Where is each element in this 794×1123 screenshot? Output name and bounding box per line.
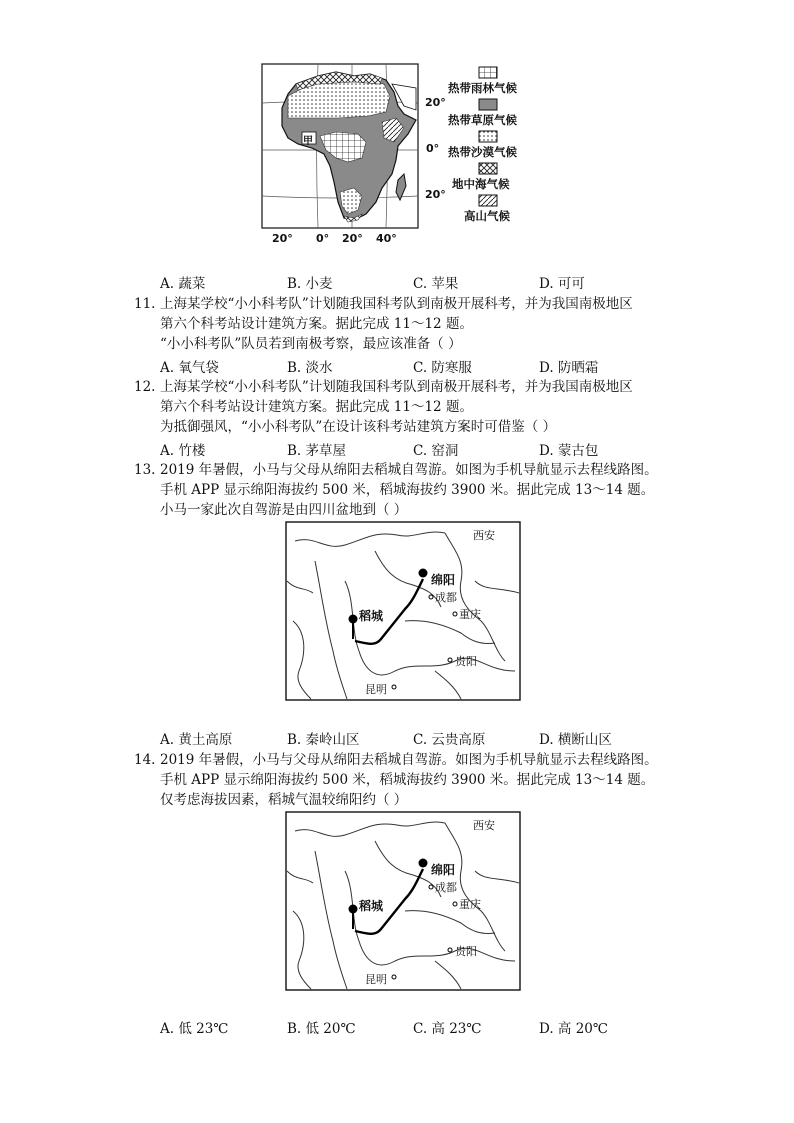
route-map-1-graphic — [285, 521, 521, 701]
q10-option-c[interactable]: C. 苹果 — [413, 276, 459, 292]
city-chongqing-1: 重庆 — [459, 608, 481, 621]
city-kunming-1: 昆明 — [365, 683, 387, 696]
q10-option-d[interactable]: D. 可可 — [539, 276, 585, 292]
city-guiyang-2: 贵阳 — [455, 945, 477, 958]
q12-line3: 为抵御强风，“小小科考队”在设计该科考站建筑方案时可借鉴（ ） — [160, 419, 557, 435]
lon-tick-0: 0° — [316, 232, 330, 245]
lat-tick-0: 0° — [426, 142, 440, 155]
marker-jia-label: 甲 — [303, 136, 313, 147]
legend-swatch-savanna — [478, 98, 498, 112]
pin-daocheng-2 — [349, 905, 358, 914]
legend-swatch-highland — [478, 194, 498, 208]
q13-option-b[interactable]: B. 秦岭山区 — [287, 732, 360, 748]
lat-tick-20n: 20° — [425, 96, 446, 109]
route-map-2 — [285, 811, 521, 991]
q12-option-a[interactable]: A. 竹楼 — [160, 443, 206, 459]
city-xian-2: 西安 — [473, 819, 495, 832]
legend-label-mediterranean: 地中海气候 — [452, 177, 510, 191]
legend-swatch-mediterranean — [478, 162, 498, 176]
q11-line2: 第六个科考站设计建筑方案。据此完成 11～12 题。 — [160, 316, 473, 332]
q12-line2: 第六个科考站设计建筑方案。据此完成 11～12 题。 — [160, 399, 473, 415]
legend-label-rainforest: 热带雨林气候 — [448, 81, 517, 95]
q12-line1: 上海某学校“小小科考队”计划随我国科考队到南极开展科考，并为我国南极地区 — [160, 379, 633, 395]
q14-option-d[interactable]: D. 高 20℃ — [539, 1021, 608, 1037]
q11-line3: “小小科考队”队员若到南极考察，最应该准备（ ） — [160, 336, 462, 352]
pin-daocheng-1 — [349, 615, 358, 624]
city-kunming-2: 昆明 — [365, 973, 387, 986]
q11-option-c[interactable]: C. 防寒服 — [413, 360, 472, 376]
city-xian-1: 西安 — [473, 529, 495, 542]
q12-option-b[interactable]: B. 茅草屋 — [287, 443, 347, 459]
q12-number: 12. — [134, 379, 156, 395]
route-map-1 — [285, 521, 521, 701]
city-mianyang-2: 绵阳 — [431, 863, 456, 877]
legend-label-savanna: 热带草原气候 — [448, 113, 517, 127]
africa-climate-figure — [258, 62, 538, 252]
city-daocheng-2: 稻城 — [359, 899, 384, 913]
lon-tick-40e: 40° — [376, 232, 397, 245]
q13-line3: 小马一家此次自驾游是由四川盆地到（ ） — [160, 502, 408, 518]
city-daocheng-1: 稻城 — [359, 609, 384, 623]
pin-mianyang-2 — [419, 859, 428, 868]
city-chengdu-1: 成都 — [435, 591, 457, 604]
lat-tick-20s: 20° — [425, 188, 446, 201]
q14-line3: 仅考虑海拔因素，稻城气温较绵阳约（ ） — [160, 792, 408, 808]
city-chengdu-2: 成都 — [435, 881, 457, 894]
q14-line2: 手机 APP 显示绵阳海拔约 500 米，稻城海拔约 3900 米。据此完成 13～14 题。 — [160, 772, 655, 788]
q14-option-c[interactable]: C. 高 23℃ — [413, 1021, 482, 1037]
q14-option-a[interactable]: A. 低 23℃ — [160, 1021, 229, 1037]
legend-label-desert: 热带沙漠气候 — [448, 145, 517, 159]
city-mianyang-1: 绵阳 — [431, 573, 456, 587]
legend-swatch-rainforest — [478, 66, 498, 80]
q11-option-d[interactable]: D. 防晒霜 — [539, 360, 599, 376]
q13-number: 13. — [134, 462, 156, 478]
city-guiyang-1: 贵阳 — [455, 655, 477, 668]
legend-label-highland: 高山气候 — [464, 209, 510, 223]
q13-option-d[interactable]: D. 横断山区 — [539, 732, 612, 748]
q14-line1: 2019 年暑假，小马与父母从绵阳去稻城自驾游。如图为手机导航显示去程线路图。 — [160, 752, 658, 768]
q11-number: 11. — [134, 296, 156, 312]
q14-number: 14. — [134, 752, 156, 768]
city-chongqing-2: 重庆 — [459, 898, 481, 911]
q13-option-c[interactable]: C. 云贵高原 — [413, 732, 486, 748]
q12-option-c[interactable]: C. 窑洞 — [413, 443, 459, 459]
route-map-2-graphic — [285, 811, 521, 991]
legend-swatch-desert — [478, 130, 498, 144]
pin-mianyang-1 — [419, 569, 428, 578]
lon-tick-20w: 20° — [272, 232, 293, 245]
q13-line1: 2019 年暑假，小马与父母从绵阳去稻城自驾游。如图为手机导航显示去程线路图。 — [160, 462, 658, 478]
q14-option-b[interactable]: B. 低 20℃ — [287, 1021, 356, 1037]
q11-line1: 上海某学校“小小科考队”计划随我国科考队到南极开展科考，并为我国南极地区 — [160, 296, 633, 312]
q10-option-b[interactable]: B. 小麦 — [287, 276, 333, 292]
lon-tick-20e: 20° — [342, 232, 363, 245]
q10-option-a[interactable]: A. 蔬菜 — [160, 276, 206, 292]
q13-option-a[interactable]: A. 黄土高原 — [160, 732, 233, 748]
q12-option-d[interactable]: D. 蒙古包 — [539, 443, 599, 459]
q13-line2: 手机 APP 显示绵阳海拔约 500 米，稻城海拔约 3900 米。据此完成 13～14 题。 — [160, 482, 655, 498]
q11-option-b[interactable]: B. 淡水 — [287, 360, 333, 376]
q11-option-a[interactable]: A. 氧气袋 — [160, 360, 219, 376]
